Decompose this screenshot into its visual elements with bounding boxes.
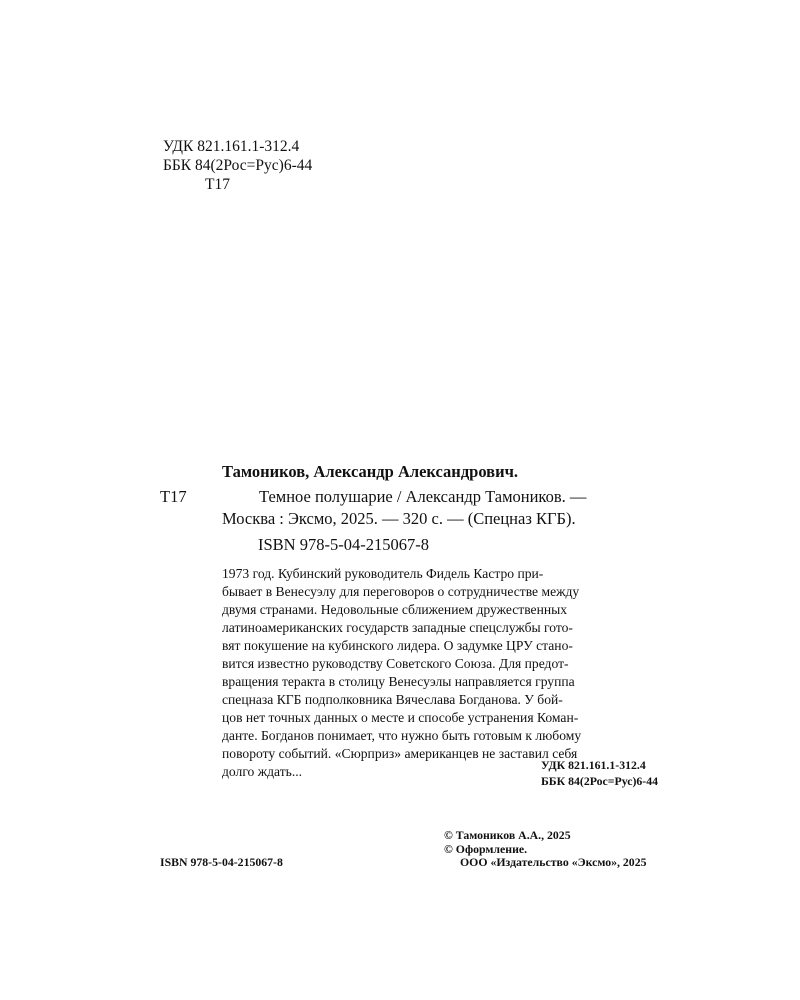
author-heading: Тамоников, Александр Александрович.: [222, 462, 519, 481]
annotation-line: вят покушение на кубинского лидера. О задумке ЦРУ стано-: [222, 638, 573, 653]
author-sign: Т17: [160, 487, 187, 506]
annotation-line: двумя странами. Недовольные сближением дружественных: [222, 602, 568, 617]
author-sign-top: Т17: [205, 176, 230, 193]
annotation-line: долго ждать...: [222, 764, 303, 779]
annotation-line: вращения теракта в столицу Венесуэлы направляется группа: [222, 674, 575, 689]
annotation-line: вится известно руководству Советского Союза. Для предот-: [222, 656, 569, 671]
annotation: [222, 565, 704, 781]
annotation-line: латиноамериканских государств западные спецслужбы гото-: [222, 620, 573, 635]
annotation-line: спецназа КГБ подполковника Вячеслава Богданова. У бой-: [222, 692, 563, 707]
udk-code-bottom: УДК 821.161.1-312.4: [541, 758, 646, 772]
copyright-publisher: ООО «Издательство «Эксмо», 2025: [460, 855, 647, 869]
annotation-line: данте. Богданов понимает, что нужно быть готовым к любому: [222, 728, 582, 743]
bbk-code-bottom: ББК 84(2Рос=Рус)6-44: [541, 774, 659, 788]
imprint-line: Москва : Эксмо, 2025. — 320 с. — (Спецназ КГБ).: [222, 509, 576, 528]
annotation-line: бывает в Венесуэлу для переговоров о сотрудничестве между: [222, 584, 580, 599]
copyright-author: © Тамоников А.А., 2025: [444, 828, 571, 842]
annotation-line: повороту событий. «Сюрприз» американцев не заставил себя: [222, 746, 578, 761]
title-line: Темное полушарие / Александр Тамоников. —: [259, 487, 587, 506]
udk-code-top: УДК 821.161.1-312.4: [163, 138, 300, 155]
copyright-design: © Оформление.: [444, 842, 528, 856]
bbk-code-top: ББК 84(2Рос=Рус)6-44: [163, 157, 313, 174]
isbn-footer: ISBN 978-5-04-215067-8: [160, 855, 283, 869]
annotation-line: 1973 год. Кубинский руководитель Фидель Кастро при-: [222, 566, 544, 581]
annotation-line: цов нет точных данных о месте и способе устранения Коман-: [222, 710, 579, 725]
isbn-record: ISBN 978-5-04-215067-8: [258, 535, 429, 554]
